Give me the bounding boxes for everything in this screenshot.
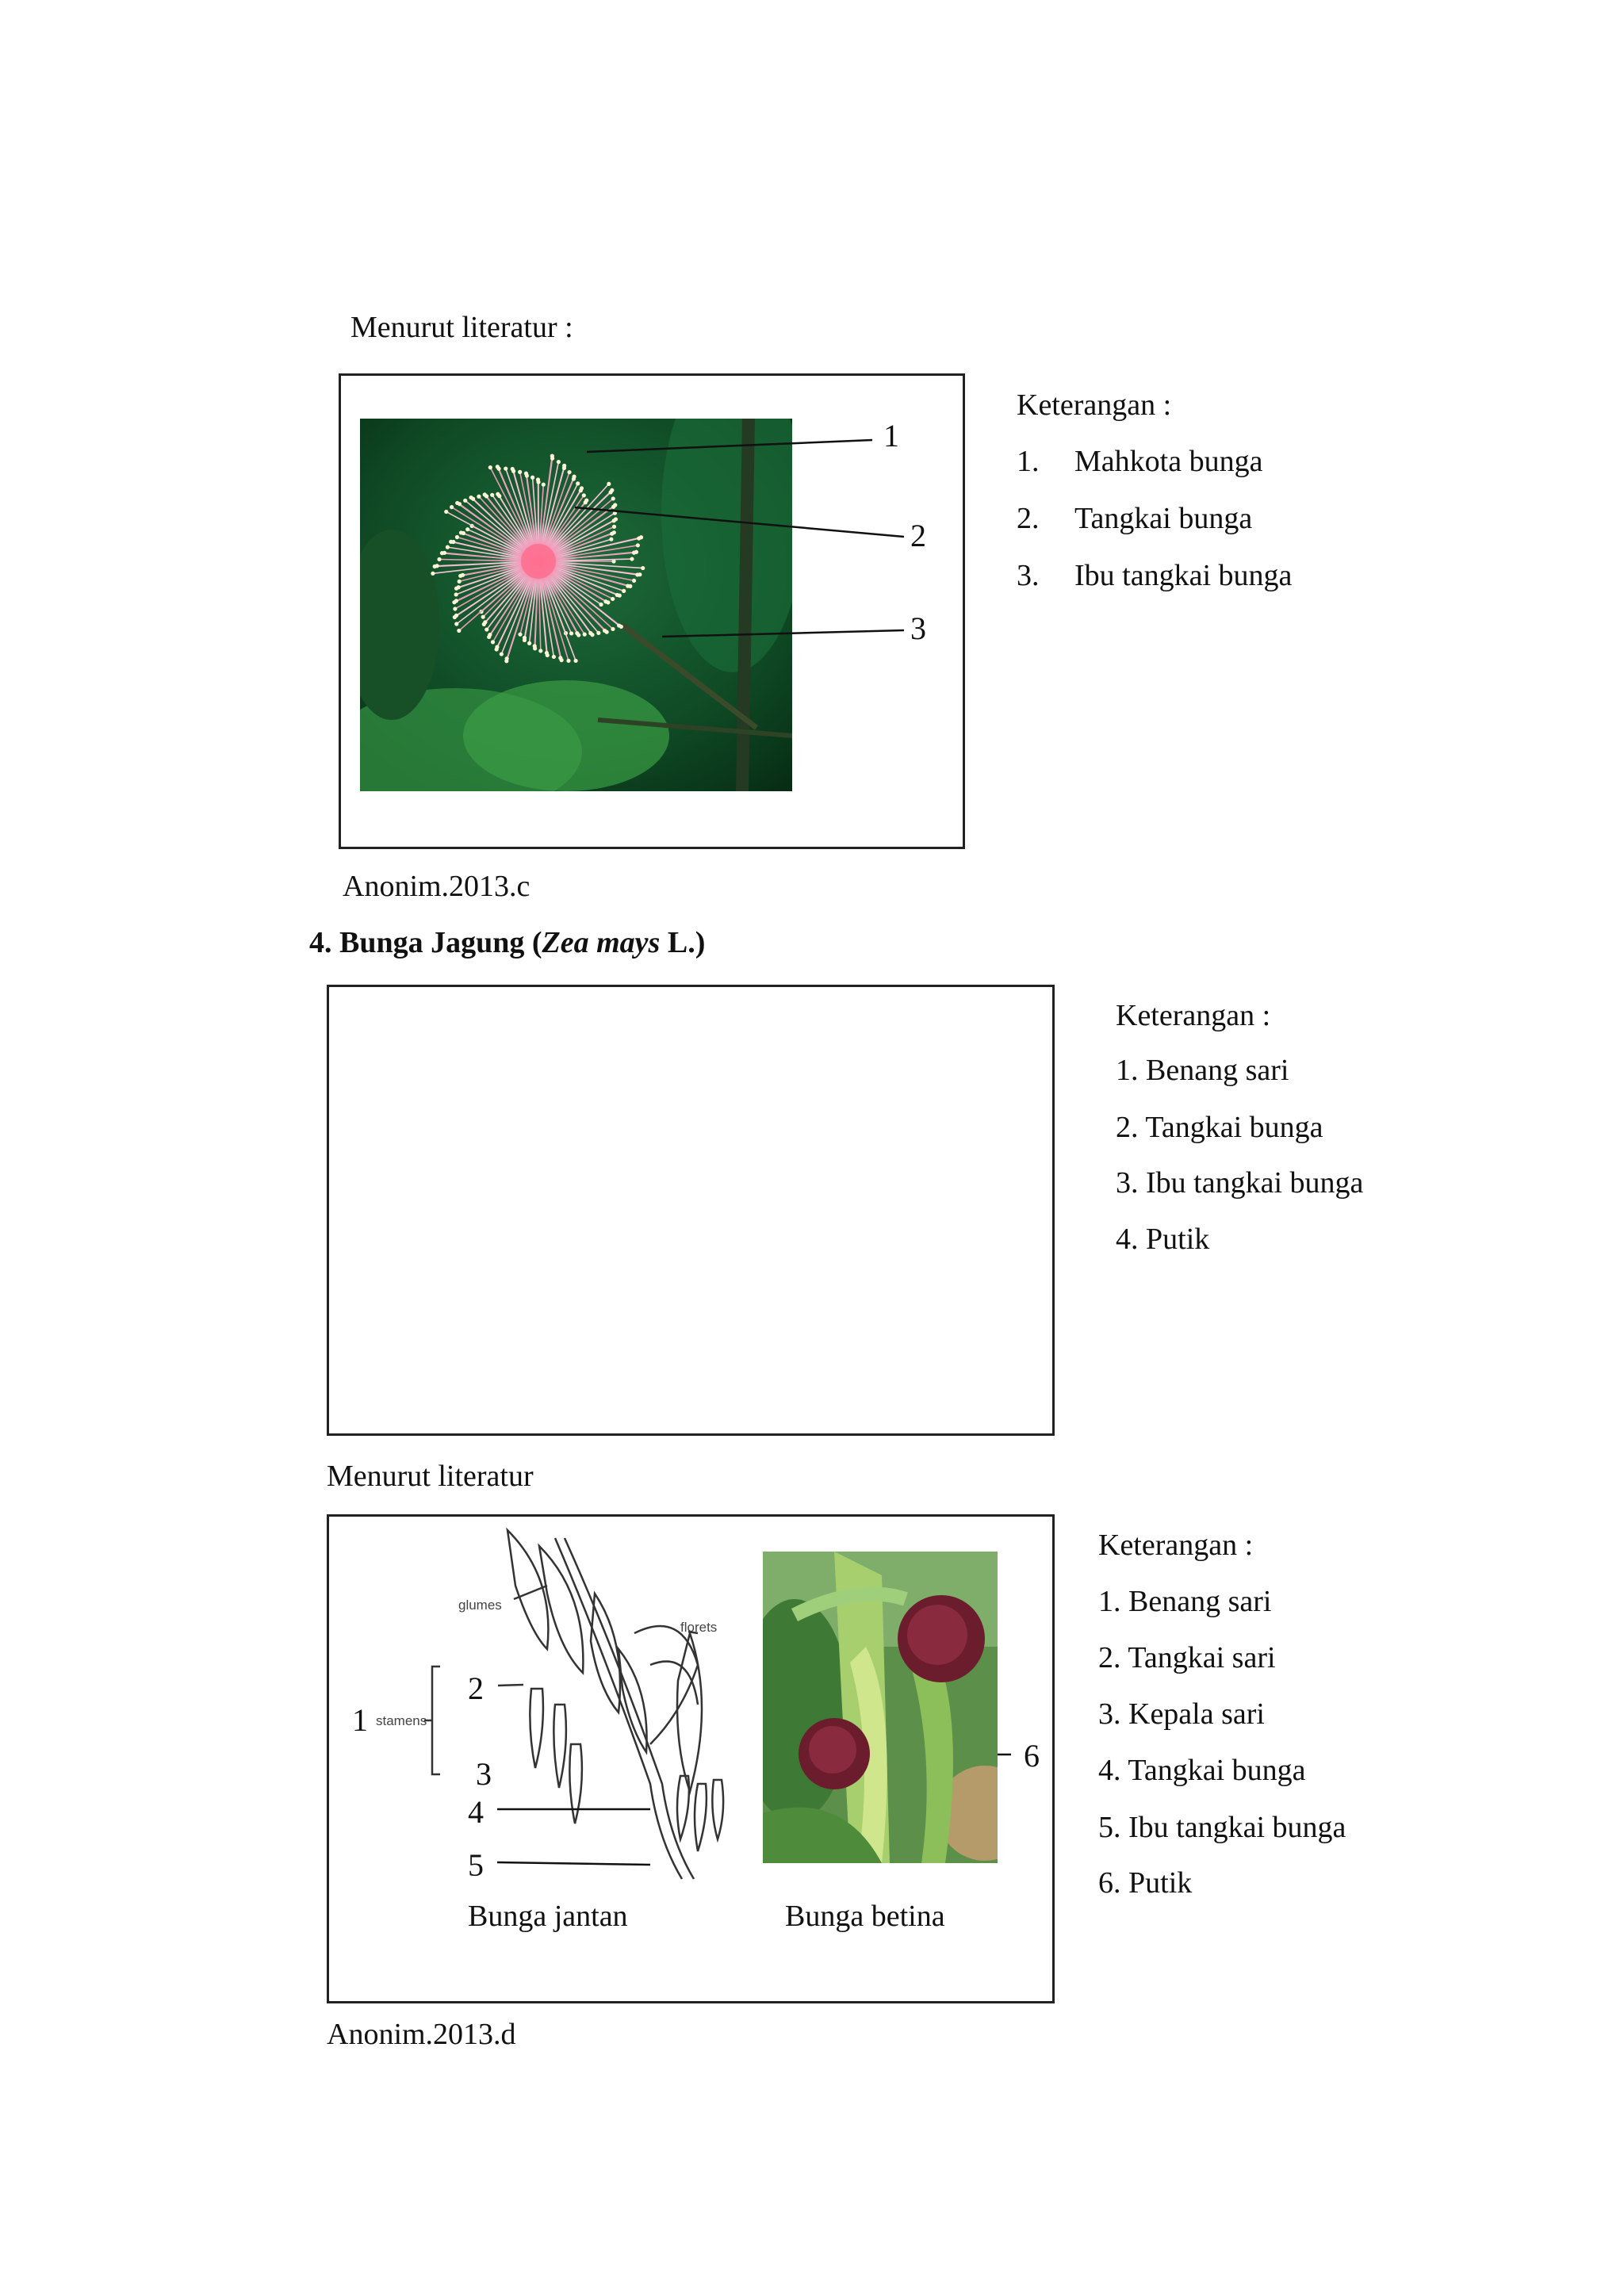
legend-item-3-3: 3. Kepala sari (1098, 1697, 1265, 1731)
legend-item-3-1: 1. Benang sari (1098, 1585, 1272, 1618)
callout-male-4: 4 (468, 1794, 484, 1830)
keterangan-title-1: Keterangan : (1017, 388, 1172, 422)
callout-2: 2 (910, 518, 926, 553)
literature-heading-2: Menurut literatur (327, 1460, 534, 1493)
legend-item-3-6: 6. Putik (1098, 1866, 1193, 1900)
callout-male-1: 1 (352, 1702, 368, 1738)
legend-item-2-1: 1. Benang sari (1116, 1054, 1289, 1087)
corn-female-flower-photo (763, 1552, 998, 1863)
legend-num-2: 2. (1017, 502, 1040, 535)
caption-male-flower: Bunga jantan (468, 1900, 628, 1933)
legend-text-1: Mahkota bunga (1074, 445, 1263, 478)
legend-item-2-3: 3. Ibu tangkai bunga (1116, 1166, 1364, 1200)
literature-heading-1: Menurut literatur : (350, 311, 573, 344)
callout-male-2: 2 (468, 1670, 484, 1706)
caption-female-flower: Bunga betina (785, 1900, 945, 1933)
section-heading-corn: 4. Bunga Jagung (Zea mays L.) (309, 926, 706, 959)
legend-item-2-2: 2. Tangkai bunga (1116, 1111, 1323, 1144)
callout-3: 3 (910, 610, 926, 646)
keterangan-title-3: Keterangan : (1098, 1529, 1254, 1562)
label-florets: florets (680, 1620, 718, 1635)
label-stamens: stamens (376, 1713, 427, 1728)
callout-female-6: 6 (1024, 1738, 1040, 1774)
mimosa-flower-photo (360, 419, 792, 791)
legend-text-2: Tangkai bunga (1074, 502, 1253, 535)
callout-1: 1 (883, 418, 899, 453)
legend-text-3: Ibu tangkai bunga (1074, 559, 1293, 592)
source-citation-2: Anonim.2013.d (327, 2018, 516, 2051)
legend-num-3: 3. (1017, 559, 1040, 592)
callout-male-3: 3 (476, 1756, 492, 1792)
legend-item-3-2: 2. Tangkai sari (1098, 1641, 1276, 1674)
keterangan-title-2: Keterangan : (1116, 999, 1271, 1032)
source-citation-1: Anonim.2013.c (343, 870, 530, 903)
label-glumes: glumes (458, 1598, 502, 1613)
figure-box-empty (327, 985, 1055, 1436)
legend-item-2-4: 4. Putik (1116, 1223, 1210, 1256)
legend-item-3-5: 5. Ibu tangkai bunga (1098, 1811, 1346, 1844)
legend-item-3-4: 4. Tangkai bunga (1098, 1754, 1306, 1787)
callout-male-5: 5 (468, 1847, 484, 1883)
legend-num-1: 1. (1017, 445, 1040, 478)
